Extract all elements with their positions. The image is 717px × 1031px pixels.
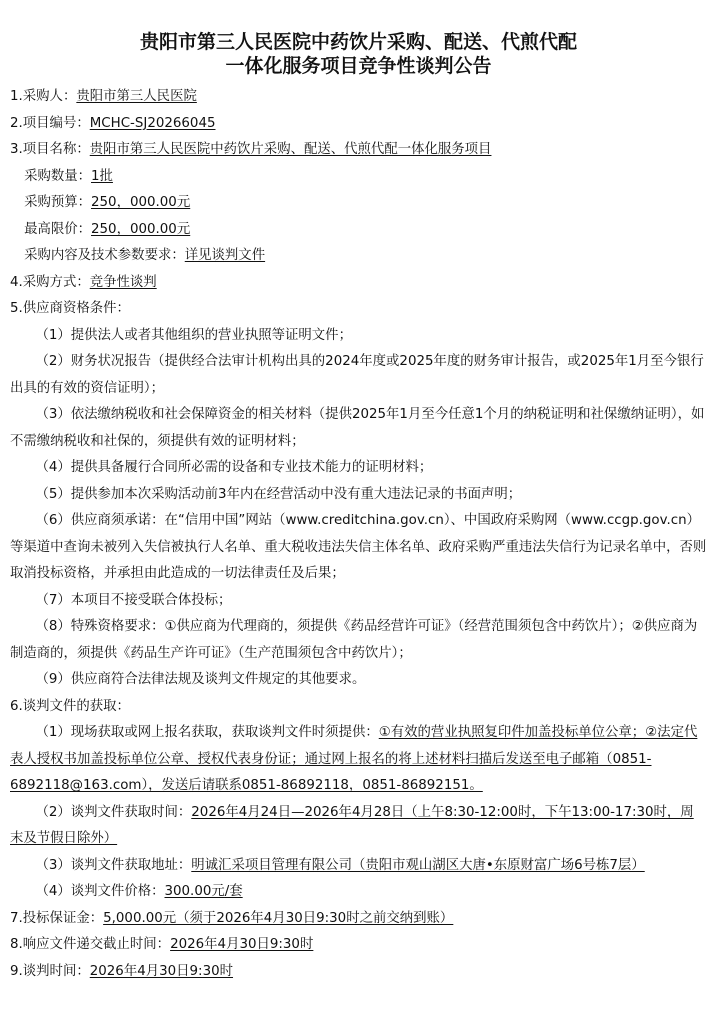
- quantity-line: [10, 164, 707, 191]
- deposit-line: [10, 906, 707, 933]
- document-title-line-2: 一体化服务项目竞争性谈判公告: [225, 55, 492, 77]
- project-number-value: MCHC-SJ20266045: [89, 115, 216, 131]
- qualification-item: （8）特殊资格要求：①供应商为代理商的，须提供《药品经营许可证》（经营范围须包含中药饮片）；②供应商为制造商的，须提供《药品生产许可证》（生产范围须包含中药饮片）；: [10, 619, 698, 661]
- max-price-line: [10, 217, 707, 244]
- procurement-method-line: [10, 270, 707, 297]
- project-number-line: [10, 111, 707, 138]
- qualification-item: （4）提供具备履行合同所必需的设备和专业技术能力的证明材料；: [35, 460, 433, 475]
- docs-obtain-value: ①有效的营业执照复印件加盖投标单位公章；②法定代表人授权书加盖投标单位公章、授权代表身份证；通过网上报名的将上述材料扫描后发送至电子邮箱（0851-6892118@163.com），发送后请联系0851-86892118，0851-86892151。: [10, 725, 698, 793]
- max-price-label: 最高限价：: [24, 221, 92, 237]
- qualification-item: （6）供应商须承诺：在“信用中国”网站（www.creditchina.gov.cn）、中国政府采购网（www.ccgp.gov.cn）等渠道中查询未被列入失信被执行人名单、重大税收违法失信主体名单、政府采购严重违法失信行为记录名单中，否则取消投标资格，并承担由此造成的一切法律责任及后果；: [10, 513, 707, 581]
- docs-item-price: [10, 879, 707, 906]
- qualification-item: （5）提供参加本次采购活动前3年内在经营活动中没有重大违法记录的书面声明；: [35, 486, 522, 502]
- budget-line: [10, 190, 707, 217]
- deposit-value: 5,000.00元（须于2026年4月30日9:30时之前交纳到账）: [103, 910, 454, 926]
- qualification-item: （2）财务状况报告（提供经合法审计机构出具的2024年度或2025年度的财务审计报告，或2025年1月至今银行出具的有效的资信证明）；: [10, 354, 704, 396]
- tech-requirements-label: 采购内容及技术参数要求：: [24, 248, 185, 263]
- docs-obtain-label: （1）现场获取或网上报名获取，获取谈判文件时须提供：: [35, 725, 379, 740]
- procurement-method-value: 竞争性谈判: [89, 274, 157, 290]
- deadline-value: 2026年4月30日9:30时: [170, 937, 314, 952]
- budget-label: 采购预算：: [24, 195, 92, 210]
- negotiation-time-line: [10, 959, 707, 986]
- deadline-line: [10, 932, 707, 959]
- max-price-value: 250，000.00元: [91, 221, 191, 237]
- docs-address-label: （3）谈判文件获取地址：: [35, 857, 192, 873]
- quantity-value: 1批: [91, 168, 113, 184]
- docs-heading: 6.谈判文件的获取：: [10, 698, 130, 714]
- tech-requirements-line: [10, 243, 707, 270]
- qualification-item: （1）提供法人或者其他组织的营业执照等证明文件；: [35, 327, 352, 343]
- docs-item-address: [10, 853, 707, 880]
- purchaser-value: 贵阳市第三人民医院: [76, 89, 197, 104]
- docs-item-obtain: [10, 720, 707, 800]
- budget-value: 250，000.00元: [91, 195, 191, 210]
- project-number-label: 2.项目编号：: [10, 115, 90, 131]
- negotiation-time-label: 9.谈判时间：: [10, 963, 90, 979]
- document-title-line-1: 贵阳市第三人民医院中药饮片采购、配送、代煎代配: [139, 31, 577, 53]
- qualification-item: （7）本项目不接受联合体投标；: [35, 592, 232, 608]
- project-name-line: [10, 137, 707, 164]
- deposit-label: 7.投标保证金：: [10, 910, 104, 926]
- purchaser-line: [10, 84, 707, 111]
- docs-time-label: （2）谈判文件获取时间：: [35, 804, 192, 820]
- qualifications-heading: 5.供应商资格条件：: [10, 301, 130, 316]
- docs-time-value: 2026年4月24日—2026年4月28日（上午8:30-12:00时，下午13:00-17:30时，周末及节假日除外）: [10, 804, 694, 846]
- deadline-label: 8.响应文件递交截止时间：: [10, 937, 171, 952]
- procurement-method-label: 4.采购方式：: [10, 274, 90, 290]
- docs-price-value: 300.00元/套: [164, 884, 243, 899]
- tech-requirements-value: 详见谈判文件: [184, 248, 266, 263]
- docs-address-value: 明诚汇采项目管理有限公司（贵阳市观山湖区大唐•东原财富广场6号栋7层）: [191, 857, 645, 873]
- qualification-item: （3）依法缴纳税收和社会保障资金的相关材料（提供2025年1月至今任意1个月的纳税证明和社保缴纳证明），如不需缴纳税收和社保的，须提供有效的证明材料；: [10, 407, 705, 449]
- project-name-label: 3.项目名称：: [10, 142, 90, 157]
- project-name-value: 贵阳市第三人民医院中药饮片采购、配送、代煎代配一体化服务项目: [89, 142, 492, 157]
- quantity-label: 采购数量：: [24, 168, 92, 184]
- purchaser-label: 1.采购人：: [10, 89, 77, 104]
- negotiation-time-value: 2026年4月30日9:30时: [89, 963, 234, 979]
- docs-price-label: （4）谈判文件价格：: [35, 884, 165, 899]
- docs-item-time: [10, 800, 707, 853]
- qualification-item: （9）供应商符合法律法规及谈判文件规定的其他要求。: [35, 672, 366, 687]
